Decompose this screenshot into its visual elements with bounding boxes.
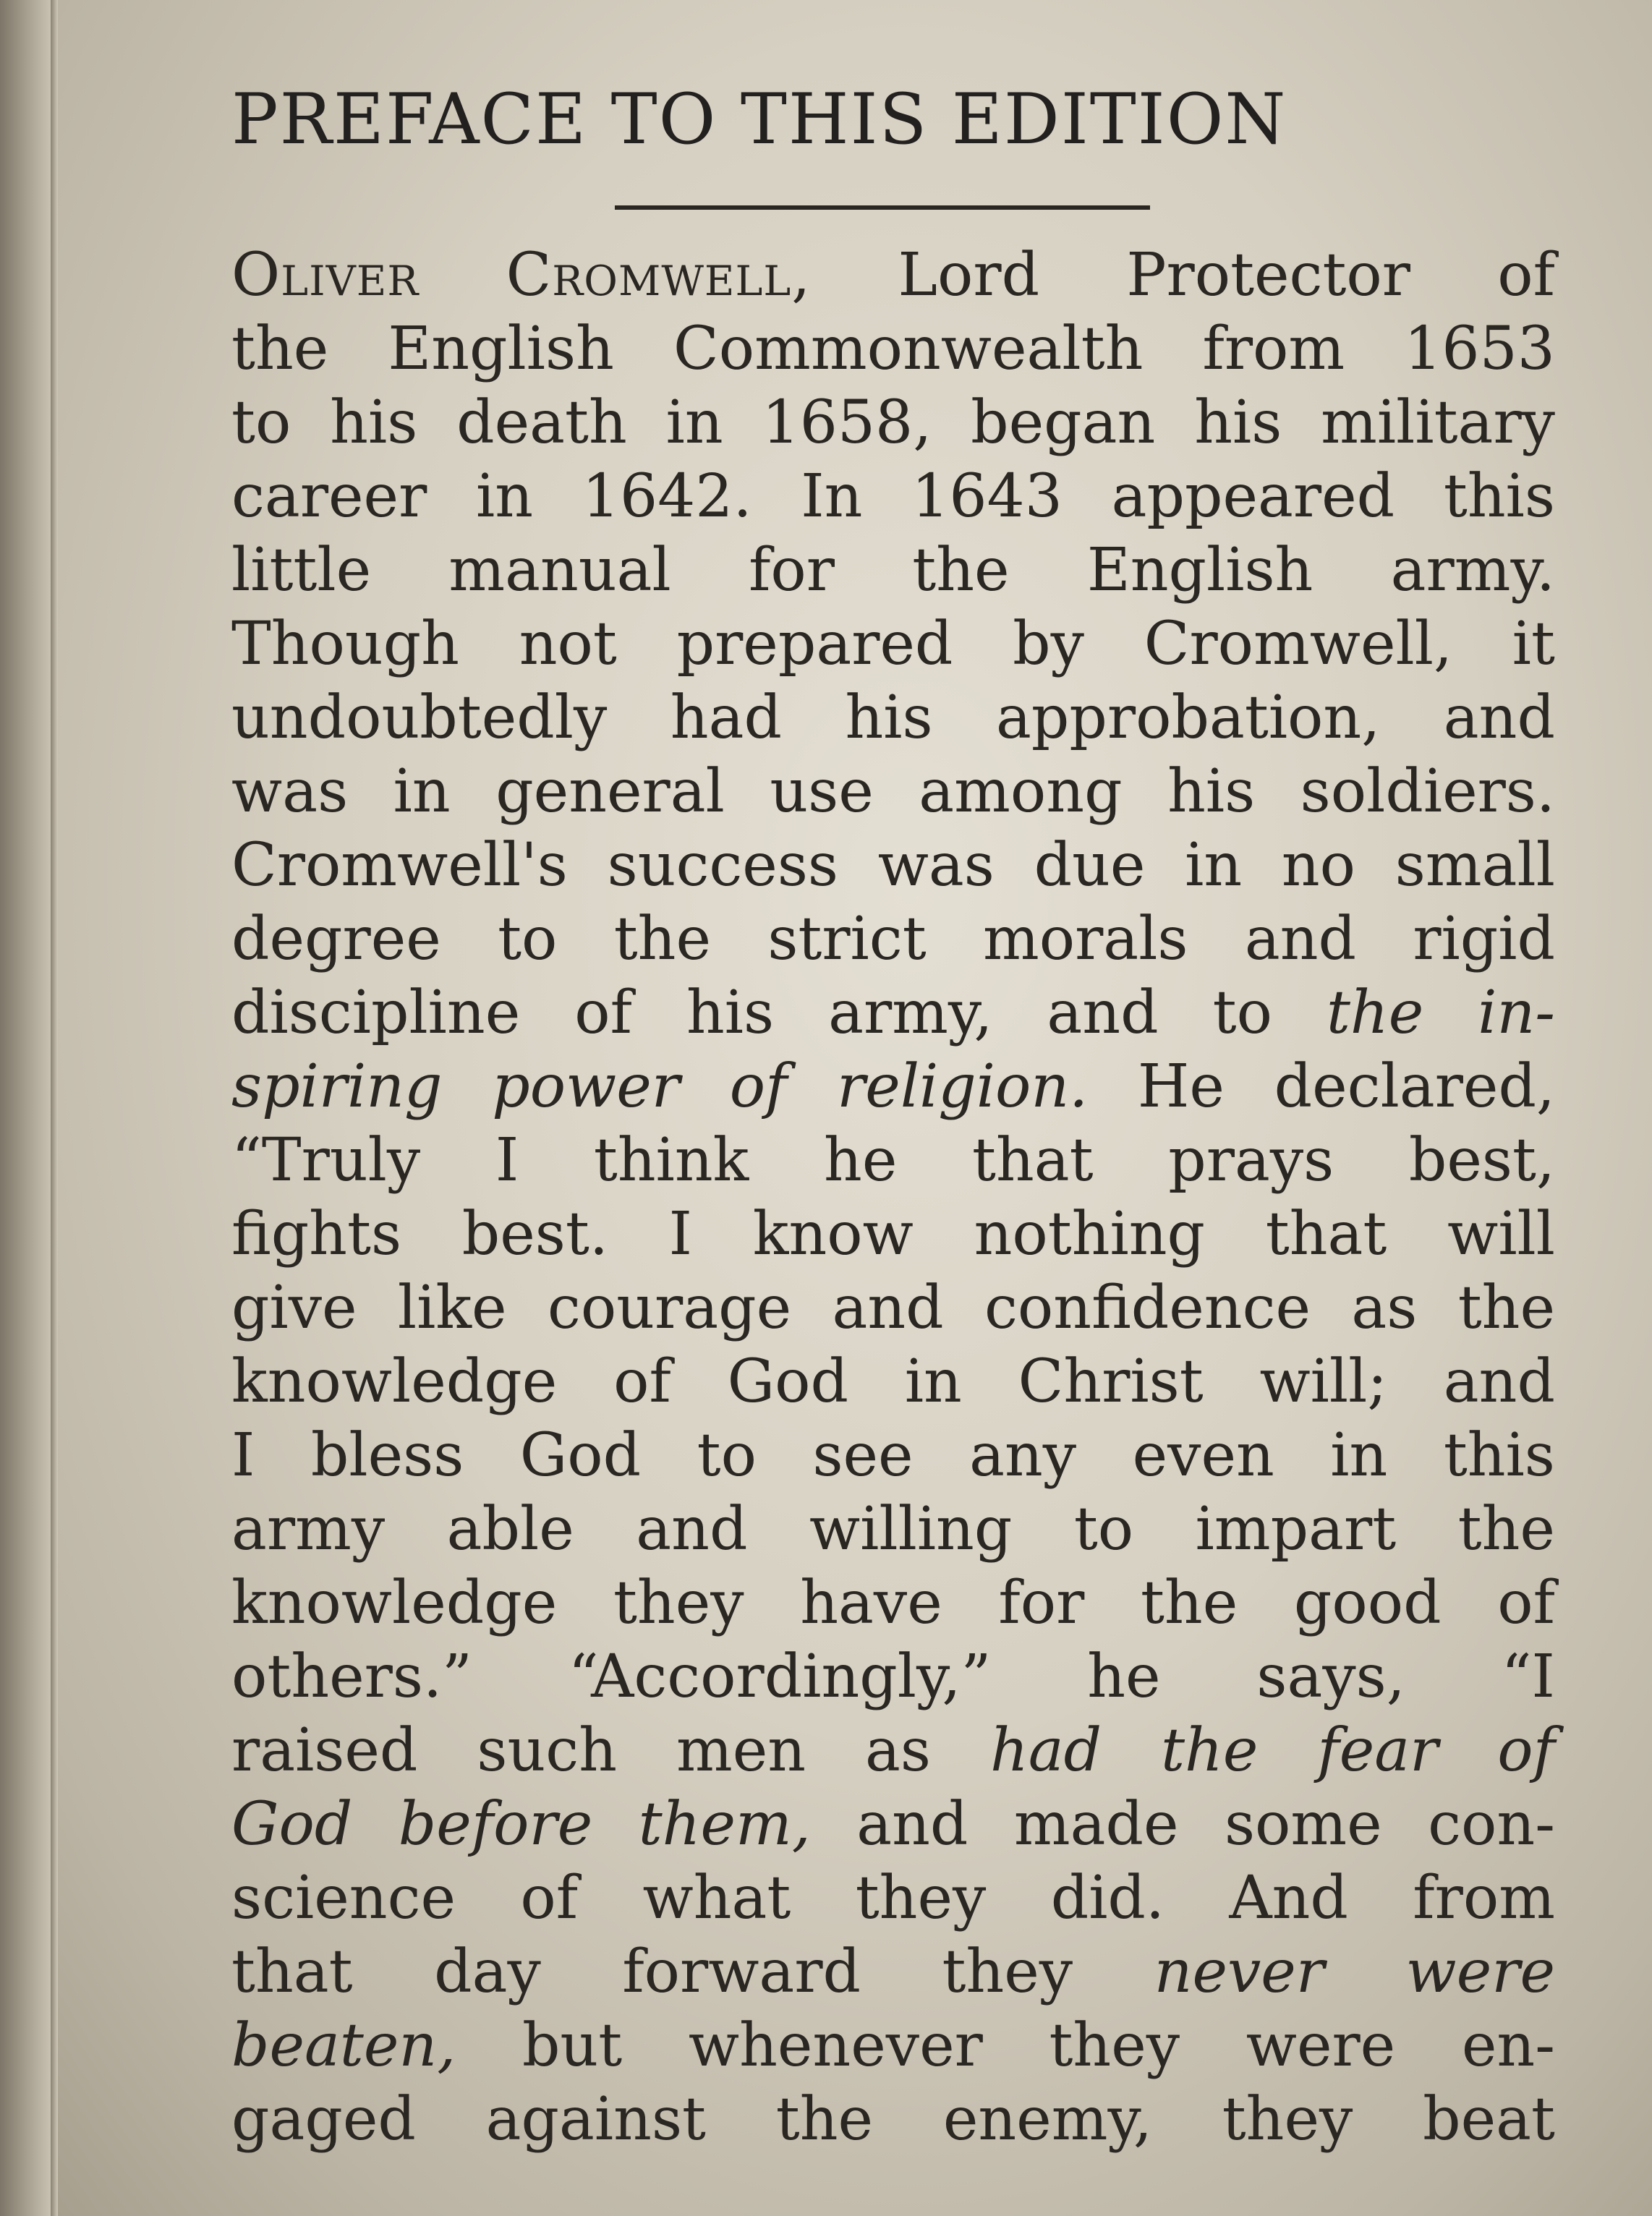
- word: in: [904, 1347, 962, 1416]
- word: did.: [1050, 1864, 1165, 1932]
- word: Cromwell's: [231, 831, 568, 900]
- word: was: [231, 757, 349, 826]
- word: strict: [767, 905, 927, 973]
- text-line: [231, 681, 1555, 755]
- word: of: [520, 1864, 579, 1932]
- word: have: [800, 1569, 942, 1637]
- word: “I: [1501, 1642, 1555, 1711]
- word: death: [456, 388, 627, 457]
- word: others.”: [231, 1642, 472, 1711]
- binding-crease: [51, 0, 58, 2216]
- word: prays: [1168, 1126, 1334, 1195]
- word: what: [642, 1864, 791, 1932]
- word: they: [855, 1864, 987, 1932]
- word: good: [1293, 1569, 1442, 1637]
- word: had: [989, 1716, 1102, 1785]
- word: Christ: [1018, 1347, 1204, 1416]
- word: them,: [638, 1790, 811, 1859]
- word: general: [495, 757, 725, 826]
- word: as: [1351, 1274, 1418, 1342]
- word: of: [1497, 241, 1555, 310]
- word: In: [801, 462, 863, 531]
- word: fights: [231, 1200, 402, 1269]
- word: Protector: [1126, 241, 1410, 310]
- word: best.: [461, 1200, 608, 1269]
- word: they: [613, 1569, 744, 1637]
- word: they: [1049, 2011, 1180, 2080]
- word: approbation,: [996, 683, 1381, 752]
- word: had: [670, 683, 782, 752]
- word: small: [1395, 831, 1555, 900]
- word: among: [919, 757, 1123, 826]
- text-line: [231, 312, 1555, 386]
- word: that: [1265, 1200, 1387, 1269]
- word: bless: [310, 1421, 464, 1490]
- text-line: [231, 903, 1555, 976]
- text-line: [231, 1862, 1555, 1935]
- word: English: [388, 315, 614, 383]
- word: and: [1047, 979, 1159, 1047]
- word: the: [613, 905, 712, 973]
- word: from: [1202, 315, 1345, 383]
- word: raised: [231, 1716, 418, 1785]
- word: religion.: [837, 1052, 1089, 1121]
- word: power: [492, 1052, 680, 1121]
- word: in: [476, 462, 534, 531]
- word: 1653: [1404, 315, 1555, 383]
- text-line: [231, 1935, 1555, 2009]
- text-line: [231, 239, 1555, 312]
- word: career: [231, 462, 427, 531]
- word: whenever: [688, 2011, 983, 2080]
- word: no: [1281, 831, 1356, 900]
- word: willing: [809, 1495, 1013, 1564]
- word: God: [727, 1347, 849, 1416]
- text-line: [231, 976, 1555, 1050]
- word: in-: [1478, 979, 1555, 1047]
- word: this: [1443, 1421, 1555, 1490]
- word: they: [942, 1938, 1073, 2006]
- word: confidence: [984, 1274, 1311, 1342]
- word: He: [1137, 1052, 1225, 1121]
- word: but: [521, 2011, 623, 2080]
- text-line: [231, 1271, 1555, 1345]
- word: beaten,: [231, 2011, 456, 2080]
- word: as: [865, 1716, 931, 1785]
- word: military: [1321, 388, 1555, 457]
- word: appeared: [1111, 462, 1395, 531]
- word: his: [1167, 757, 1256, 826]
- text-line: [231, 1124, 1555, 1198]
- word: And: [1229, 1864, 1348, 1932]
- text-line: [231, 755, 1555, 829]
- text-line: [231, 1419, 1555, 1493]
- word: never: [1154, 1938, 1325, 2006]
- word: and: [832, 1274, 944, 1342]
- word: began: [971, 388, 1156, 457]
- word: to: [1073, 1495, 1134, 1564]
- word: of: [574, 979, 632, 1047]
- word: soldiers.: [1300, 757, 1555, 826]
- word: of: [1497, 1569, 1555, 1637]
- word: army.: [1390, 536, 1555, 605]
- word: Cromwell,: [1144, 610, 1453, 678]
- word: army: [231, 1495, 386, 1564]
- word: the: [231, 315, 329, 383]
- word: that: [231, 1938, 353, 2006]
- word: not: [519, 610, 617, 678]
- word: enemy,: [942, 2085, 1152, 2154]
- word: for: [998, 1569, 1085, 1637]
- word: declared,: [1274, 1052, 1555, 1121]
- word: morals: [982, 905, 1188, 973]
- book-binding: [0, 0, 51, 2216]
- word: spiring: [231, 1052, 443, 1121]
- word: army,: [828, 979, 993, 1047]
- page-content: [231, 58, 1555, 2157]
- word: in: [1185, 831, 1243, 900]
- word: men: [676, 1716, 806, 1785]
- word: nothing: [974, 1200, 1206, 1269]
- word: the: [1326, 979, 1424, 1047]
- word: and: [1443, 683, 1555, 752]
- word: even: [1132, 1421, 1274, 1490]
- word: he: [824, 1126, 898, 1195]
- word: some: [1224, 1790, 1382, 1859]
- word: degree: [231, 905, 441, 973]
- word: the: [1457, 1495, 1555, 1564]
- word: were: [1405, 1938, 1555, 2006]
- word: to: [231, 388, 291, 457]
- word: of: [613, 1347, 671, 1416]
- word: were: [1246, 2011, 1396, 2080]
- word: forward: [622, 1938, 861, 2006]
- word: that: [972, 1126, 1094, 1195]
- word: they: [1222, 2085, 1353, 2154]
- word: in: [665, 388, 723, 457]
- word: beat: [1423, 2085, 1555, 2154]
- word: of: [729, 1052, 788, 1121]
- word: and: [636, 1495, 748, 1564]
- word: the: [912, 536, 1010, 605]
- word: Oliver: [231, 241, 420, 310]
- word: due: [1034, 831, 1146, 900]
- word: for: [749, 536, 835, 605]
- word: see: [812, 1421, 914, 1490]
- word: Lord: [898, 241, 1040, 310]
- text-line: [231, 1714, 1555, 1788]
- word: prepared: [676, 610, 953, 678]
- word: knowledge: [231, 1347, 558, 1416]
- word: 1642.: [582, 462, 752, 531]
- word: will: [1447, 1200, 1555, 1269]
- word: I: [668, 1200, 693, 1269]
- page-title: PREFACE TO THIS EDITION: [231, 79, 1287, 160]
- word: I: [495, 1126, 519, 1195]
- word: fear: [1317, 1716, 1439, 1785]
- text-line: [231, 460, 1555, 534]
- text-line: [231, 386, 1555, 460]
- word: success: [607, 831, 838, 900]
- word: to: [1212, 979, 1272, 1047]
- word: the: [1140, 1569, 1238, 1637]
- title-rule: [615, 205, 1150, 210]
- text-line: [231, 1567, 1555, 1640]
- word: impart: [1195, 1495, 1397, 1564]
- word: his: [330, 388, 418, 457]
- word: God: [519, 1421, 642, 1490]
- word: and: [1244, 905, 1357, 973]
- word: in: [393, 757, 451, 826]
- word: day: [434, 1938, 541, 2006]
- word: Cromwell,: [506, 241, 812, 310]
- word: con-: [1428, 1790, 1555, 1859]
- word: rigid: [1413, 905, 1555, 973]
- word: Though: [231, 610, 459, 678]
- text-line: [231, 1640, 1555, 1714]
- word: knowledge: [231, 1569, 558, 1637]
- word: to: [697, 1421, 757, 1490]
- word: by: [1013, 610, 1084, 678]
- word: “Truly: [231, 1126, 421, 1195]
- word: says,: [1256, 1642, 1405, 1711]
- preface-body-text: [231, 239, 1555, 2157]
- text-line: [231, 829, 1555, 903]
- text-line: [231, 2083, 1555, 2157]
- word: in: [1330, 1421, 1388, 1490]
- text-line: [231, 1345, 1555, 1419]
- text-line: [231, 1050, 1555, 1124]
- word: little: [231, 536, 372, 605]
- word: to: [498, 905, 558, 973]
- word: able: [446, 1495, 574, 1564]
- word: undoubtedly: [231, 683, 608, 752]
- word: his: [686, 979, 775, 1047]
- word: manual: [448, 536, 671, 605]
- word: the: [1161, 1716, 1259, 1785]
- word: know: [752, 1200, 914, 1269]
- word: think: [593, 1126, 749, 1195]
- word: English: [1086, 536, 1313, 605]
- word: science: [231, 1864, 456, 1932]
- word: this: [1443, 462, 1555, 531]
- text-line: [231, 1493, 1555, 1567]
- word: courage: [547, 1274, 792, 1342]
- text-line: [231, 608, 1555, 681]
- word: was: [877, 831, 995, 900]
- text-line: [231, 534, 1555, 608]
- word: and: [1443, 1347, 1555, 1416]
- word: from: [1413, 1864, 1555, 1932]
- word: any: [969, 1421, 1077, 1490]
- word: made: [1013, 1790, 1179, 1859]
- word: Commonwealth: [673, 315, 1144, 383]
- word: 1643: [911, 462, 1063, 531]
- word: “Accordingly,”: [568, 1642, 992, 1711]
- word: such: [477, 1716, 618, 1785]
- word: God: [231, 1790, 353, 1859]
- word: he: [1087, 1642, 1161, 1711]
- word: and: [856, 1790, 968, 1859]
- word: his: [1194, 388, 1282, 457]
- word: of: [1497, 1716, 1555, 1785]
- text-line: [231, 1788, 1555, 1862]
- word: before: [398, 1790, 593, 1859]
- word: discipline: [231, 979, 521, 1047]
- word: the: [1457, 1274, 1555, 1342]
- word: give: [231, 1274, 357, 1342]
- word: use: [770, 757, 874, 826]
- word: his: [845, 683, 933, 752]
- word: I: [231, 1421, 255, 1490]
- word: the: [775, 2085, 874, 2154]
- word: against: [485, 2085, 706, 2154]
- word: en-: [1461, 2011, 1555, 2080]
- text-line: [231, 1198, 1555, 1271]
- word: gaged: [231, 2085, 416, 2154]
- word: 1658,: [762, 388, 932, 457]
- text-line: [231, 2009, 1555, 2083]
- word: will;: [1259, 1347, 1387, 1416]
- word: best,: [1408, 1126, 1555, 1195]
- word: like: [397, 1274, 507, 1342]
- word: it: [1512, 610, 1555, 678]
